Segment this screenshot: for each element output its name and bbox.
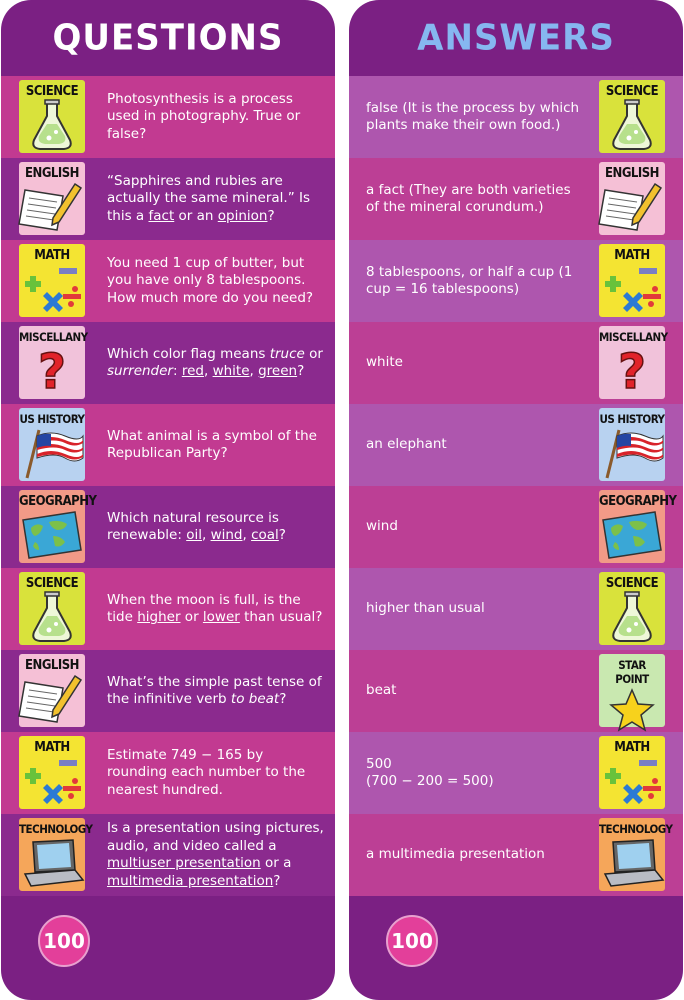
category-label: GEOGRAPHY (19, 494, 97, 509)
question-mark-icon (19, 326, 88, 400)
questions-footer (1, 895, 335, 1000)
answer-text: beat (366, 682, 397, 699)
answer-row (349, 568, 683, 650)
question-text: When the moon is full, is the tide higher or lower than usual? (107, 591, 323, 625)
answers-list (349, 76, 683, 896)
flask-icon (599, 80, 665, 153)
laptop-icon (19, 818, 93, 891)
question-text: Is a presentation using pictures, audio, and video called a multiuser presentation or a multimedia presentation? (107, 820, 324, 889)
category-label: US HISTORY (19, 412, 85, 426)
category-label: US HISTORY (599, 412, 665, 426)
answer-row (349, 650, 683, 732)
answer-row (349, 240, 683, 322)
flask-icon (599, 572, 665, 645)
question-row (1, 322, 335, 404)
category-label: SCIENCE (605, 84, 659, 99)
question-text: Estimate 749 − 165 by rounding each number to the nearest hundred. (107, 746, 306, 798)
question-row (1, 650, 335, 732)
question-row (1, 158, 335, 240)
question-text: Which color flag means truce or surrender: red, white, green? (107, 345, 323, 379)
flask-icon (19, 80, 85, 153)
answer-text: higher than usual (366, 600, 485, 617)
star-icon (599, 654, 665, 727)
answer-text: 8 tablespoons, or half a cup (1 cup = 16 tablespoons) (366, 263, 573, 297)
category-label: STAR POINT (615, 658, 649, 686)
paper-pencil-icon (599, 162, 665, 235)
question-mark-icon (599, 326, 668, 400)
question-text: What’s the simple past tense of the infinitive verb to beat? (107, 673, 322, 707)
answer-row (349, 486, 683, 568)
math-symbols-icon (19, 244, 85, 317)
answer-row (349, 158, 683, 240)
us-flag-icon (19, 408, 85, 481)
math-symbols-icon (19, 736, 85, 809)
question-text: Which natural resource is renewable: oil, wind, coal? (107, 509, 286, 543)
question-row (1, 486, 335, 568)
svg-text:?: ? (618, 344, 646, 400)
point-badge: 100 (386, 915, 438, 967)
category-label: ENGLISH (25, 658, 79, 673)
math-symbols-icon (599, 244, 665, 317)
flask-icon (19, 572, 85, 645)
us-flag-icon (599, 408, 665, 481)
category-label: MATH (34, 740, 70, 755)
questions-list (1, 76, 335, 896)
question-row (1, 240, 335, 322)
answers-footer (349, 895, 683, 1000)
question-text: What animal is a symbol of the Republican Party? (107, 427, 317, 461)
answer-row (349, 322, 683, 404)
answers-card (349, 0, 683, 1000)
answer-text: white (366, 354, 403, 371)
answers-title: ANSWERS (417, 17, 615, 60)
category-label: SCIENCE (25, 84, 79, 99)
category-label: MISCELLANY (19, 330, 88, 344)
question-row (1, 814, 335, 896)
question-text: Photosynthesis is a process used in photography. True or false? (107, 90, 301, 142)
answer-text: wind (366, 518, 398, 535)
question-text: “Sapphires and rubies are actually the same mineral.” Is this a fact or an opinion? (107, 172, 311, 224)
question-row (1, 76, 335, 158)
category-label: TECHNOLOGY (599, 822, 673, 836)
map-icon (599, 490, 677, 563)
answer-row (349, 814, 683, 896)
question-text: You need 1 cup of butter, but you have only 8 tablespoons. How much more do you need? (107, 254, 314, 306)
answer-row (349, 76, 683, 158)
category-label: SCIENCE (25, 576, 79, 591)
category-label: MATH (614, 248, 650, 263)
answer-text: a multimedia presentation (366, 846, 545, 863)
answer-text: a fact (They are both varieties of the mineral corundum.) (366, 181, 571, 215)
paper-pencil-icon (19, 654, 85, 727)
questions-card (1, 0, 335, 1000)
answer-text: false (It is the process by which plants make their own food.) (366, 99, 580, 133)
laptop-icon (599, 818, 673, 891)
category-label: SCIENCE (605, 576, 659, 591)
point-badge: 100 (38, 915, 90, 967)
category-label: TECHNOLOGY (19, 822, 93, 836)
category-label: MATH (614, 740, 650, 755)
question-row (1, 404, 335, 486)
svg-text:?: ? (38, 344, 66, 400)
answer-row (349, 404, 683, 486)
category-label: GEOGRAPHY (599, 494, 677, 509)
map-icon (19, 490, 97, 563)
category-label: MATH (34, 248, 70, 263)
question-row (1, 732, 335, 814)
math-symbols-icon (599, 736, 665, 809)
category-label: ENGLISH (25, 166, 79, 181)
category-label: MISCELLANY (599, 330, 668, 344)
answer-text: an elephant (366, 436, 447, 453)
paper-pencil-icon (19, 162, 85, 235)
question-row (1, 568, 335, 650)
answer-text: 500 (700 − 200 = 500) (366, 755, 494, 789)
answer-row (349, 732, 683, 814)
questions-title: QUESTIONS (52, 17, 284, 60)
category-label: ENGLISH (605, 166, 659, 181)
